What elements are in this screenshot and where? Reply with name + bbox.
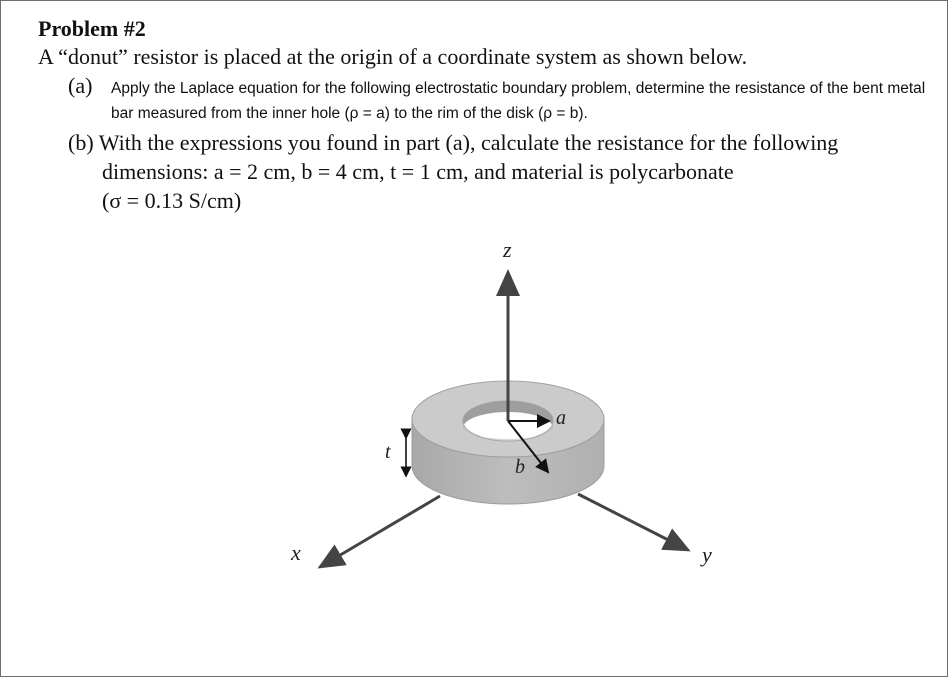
radius-a-label: a xyxy=(556,407,566,429)
radius-b-label: b xyxy=(515,456,525,478)
part-b-line3: (σ = 0.13 S/cm) xyxy=(102,188,242,213)
part-b-line2: dimensions: a = 2 cm, b = 4 cm, t = 1 cm, and material is polycarbonate xyxy=(102,159,734,184)
y-axis xyxy=(578,494,688,550)
y-axis-label: y xyxy=(702,542,712,567)
x-axis-label: x xyxy=(291,540,301,565)
part-a-label: (a) xyxy=(68,73,93,98)
problem-intro: A “donut” resistor is placed at the origin of a coordinate system as shown below. xyxy=(38,44,748,69)
part-b-label: (b) xyxy=(68,130,94,155)
thickness-t-label: t xyxy=(385,441,391,463)
part-b-line1: With the expressions you found in part (a), calculate the resistance for the following xyxy=(98,130,839,155)
z-axis-label: z xyxy=(503,237,512,262)
x-axis xyxy=(320,496,440,567)
part-a-text: Apply the Laplace equation for the following electrostatic boundary problem, determine the resistance of the bent metal bar measured from the inner hole (ρ = a) to the rim of the disk (ρ = b). xyxy=(111,80,926,122)
problem-title: Problem #2 xyxy=(38,16,146,41)
